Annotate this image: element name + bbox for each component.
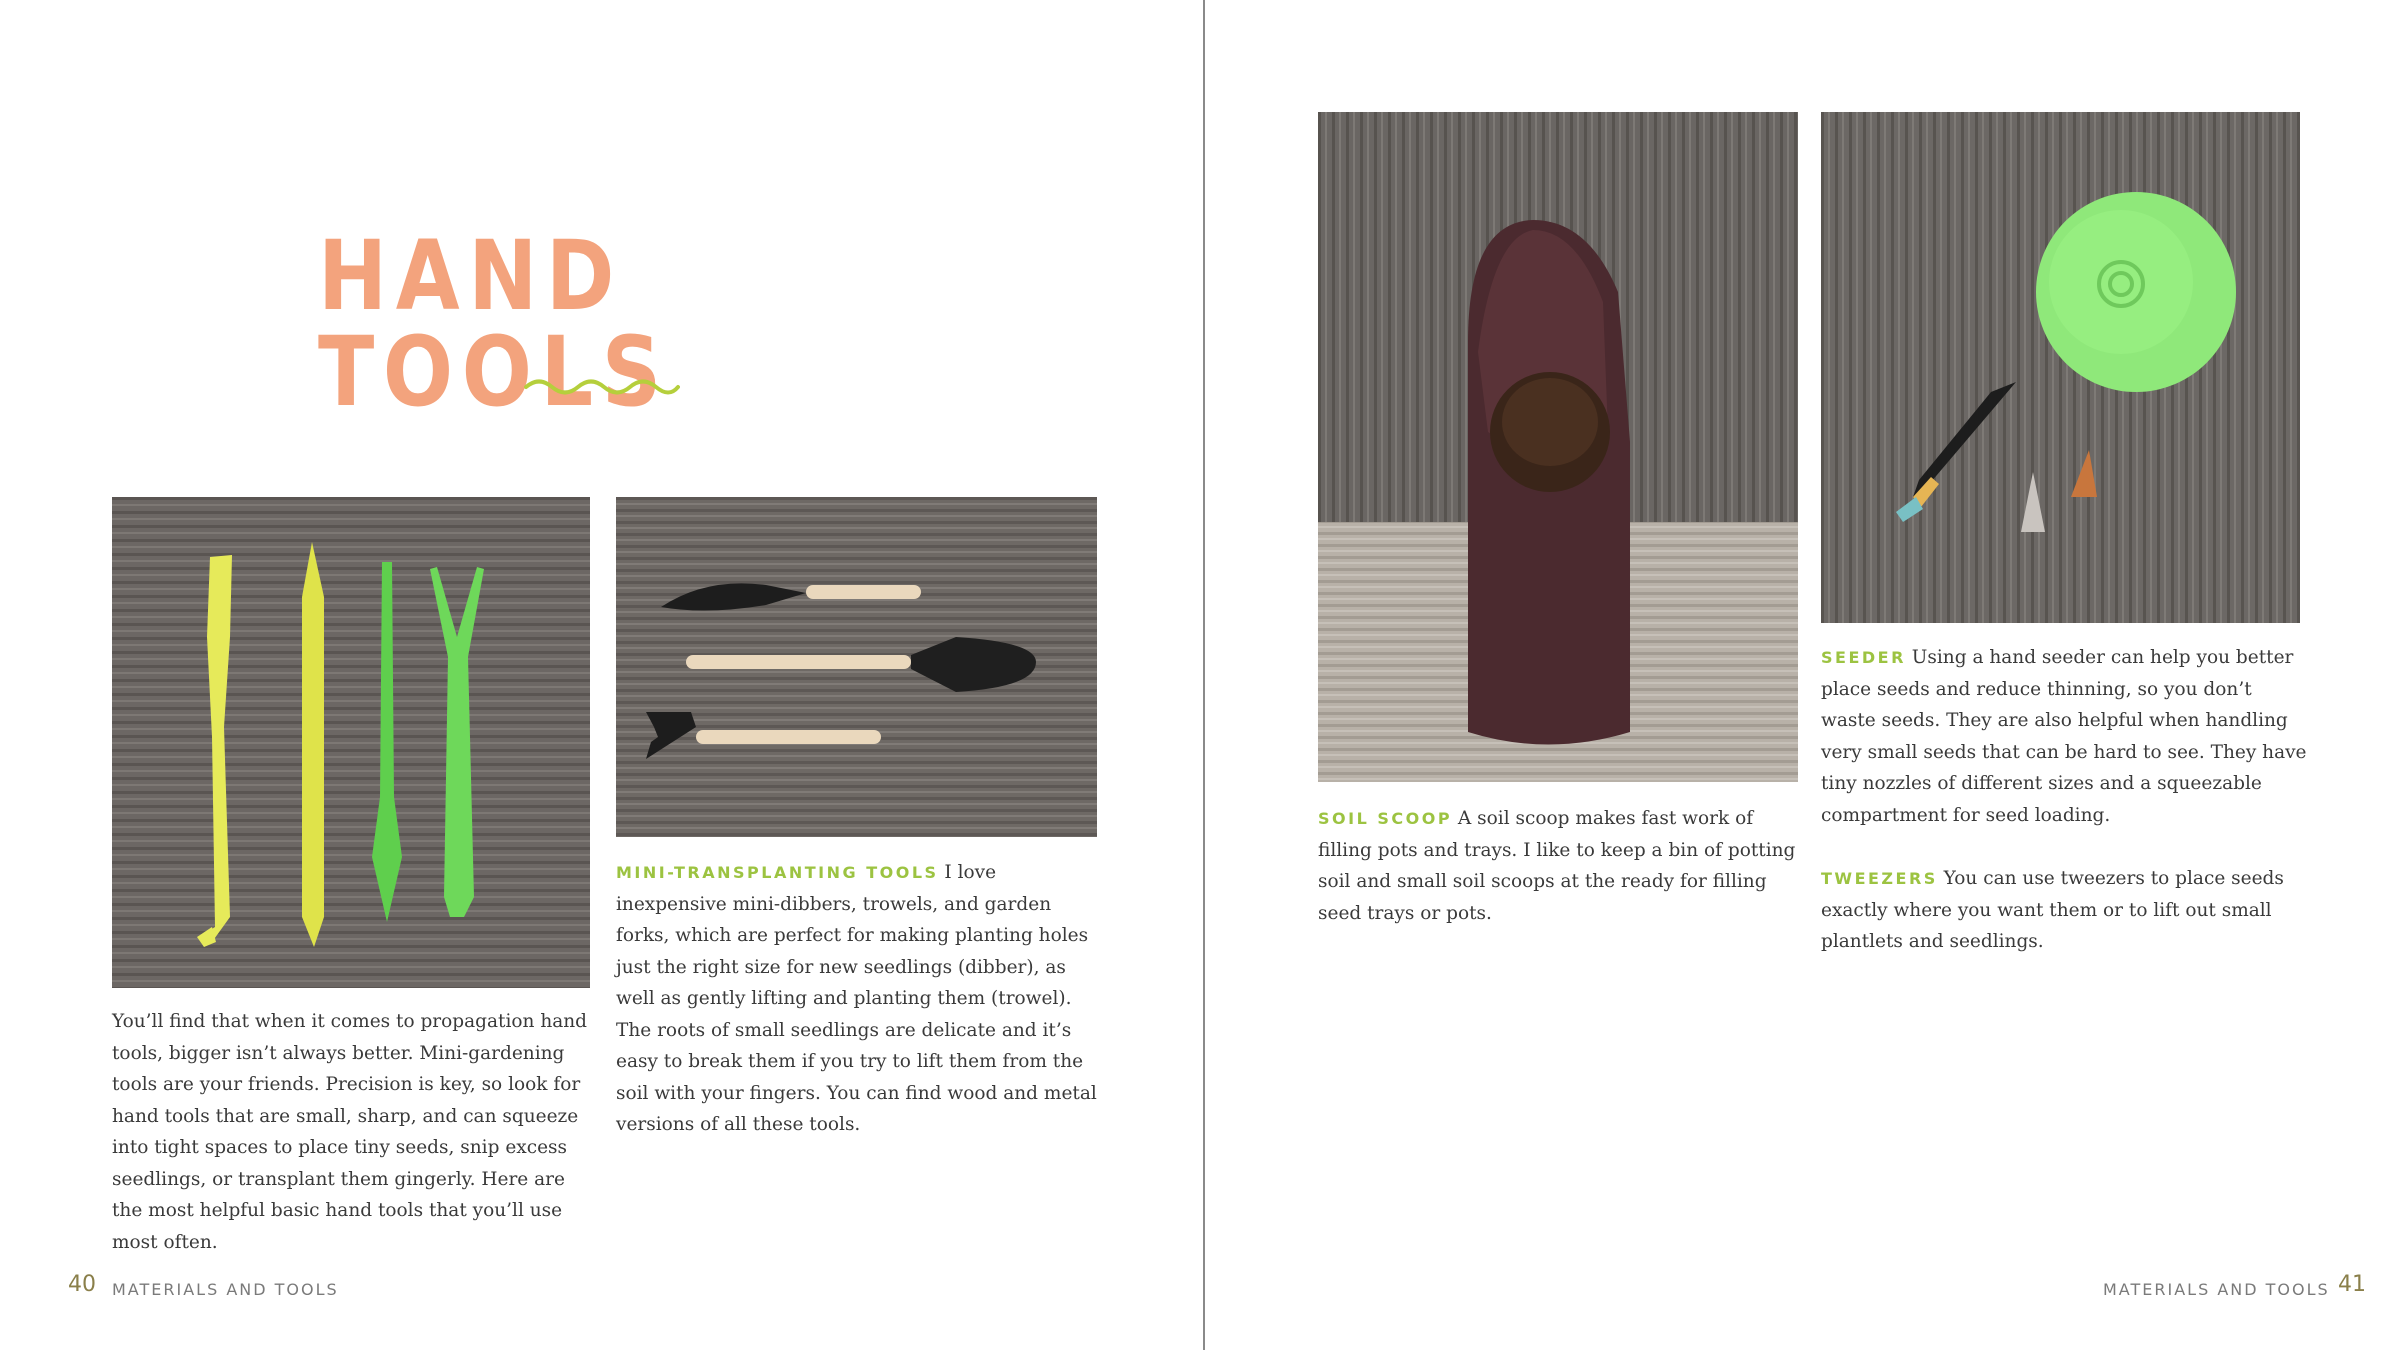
left-page-number: 40 (68, 1272, 96, 1297)
seeder-photo (1821, 112, 2300, 623)
soil-scoop-photo (1318, 112, 1798, 782)
soil-scoop-text: A soil scoop makes fast work of filling pots and trays. I like to keep a bin of potting soil and small soil scoops at the ready for filling seed trays or pots. (1318, 808, 1796, 924)
left-footer: MATERIALS AND TOOLS (112, 1280, 339, 1299)
tweezers-lead: TWEEZERS (1821, 869, 1938, 888)
squiggle-divider-icon (524, 376, 680, 398)
seeder-paragraph (1821, 642, 2307, 831)
mini-tools-paragraph (616, 857, 1098, 1141)
right-footer: MATERIALS AND TOOLS (2103, 1280, 2330, 1299)
intro-paragraph: You’ll find that when it comes to propagation hand tools, bigger isn’t always better. Mini-gardening tools are your friends. Precision is key, so look for hand tools that are small, sharp, and can squeeze into tight spaces to place tiny seeds, snip excess seedlings, or transplant them gingerly. Here are the most helpful basic hand tools that you’ll use most often. (112, 1011, 588, 1253)
mini-tools-lead: MINI-TRANSPLANTING TOOLS (616, 863, 939, 882)
mini-tools-photo (616, 497, 1097, 837)
tweezers-text: You can use tweezers to place seeds exactly where you want them or to lift out small plantlets and seedlings. (1821, 868, 2284, 952)
right-page-number: 41 (2338, 1272, 2366, 1297)
page-gutter (1203, 0, 1205, 1350)
page-title: HAND TOOLS (318, 220, 670, 428)
mini-tools-text: I love inexpensive mini-dibbers, trowels, and garden forks, which are perfect for making planting holes just the right size for new seedlings (dibber), as well as gently lifting and planting them (trowel). The roots of small seedlings are delicate and it’s easy to break them if you try to lift them from the soil with your fingers. You can find wood and metal versions of all these tools. (616, 862, 1097, 1135)
soil-scoop-lead: SOIL SCOOP (1318, 809, 1453, 828)
tweezers-paragraph (1821, 863, 2307, 958)
soil-scoop-paragraph (1318, 803, 1804, 929)
seeder-text: Using a hand seeder can help you better place seeds and reduce thinning, so you don’t waste seeds. They are also helpful when handling very small seeds that can be hard to see. They have tiny nozzles of different sizes and a squeezable compartment for seed loading. (1821, 647, 2307, 826)
dibbers-photo (112, 497, 590, 988)
seeder-lead: SEEDER (1821, 648, 1906, 667)
